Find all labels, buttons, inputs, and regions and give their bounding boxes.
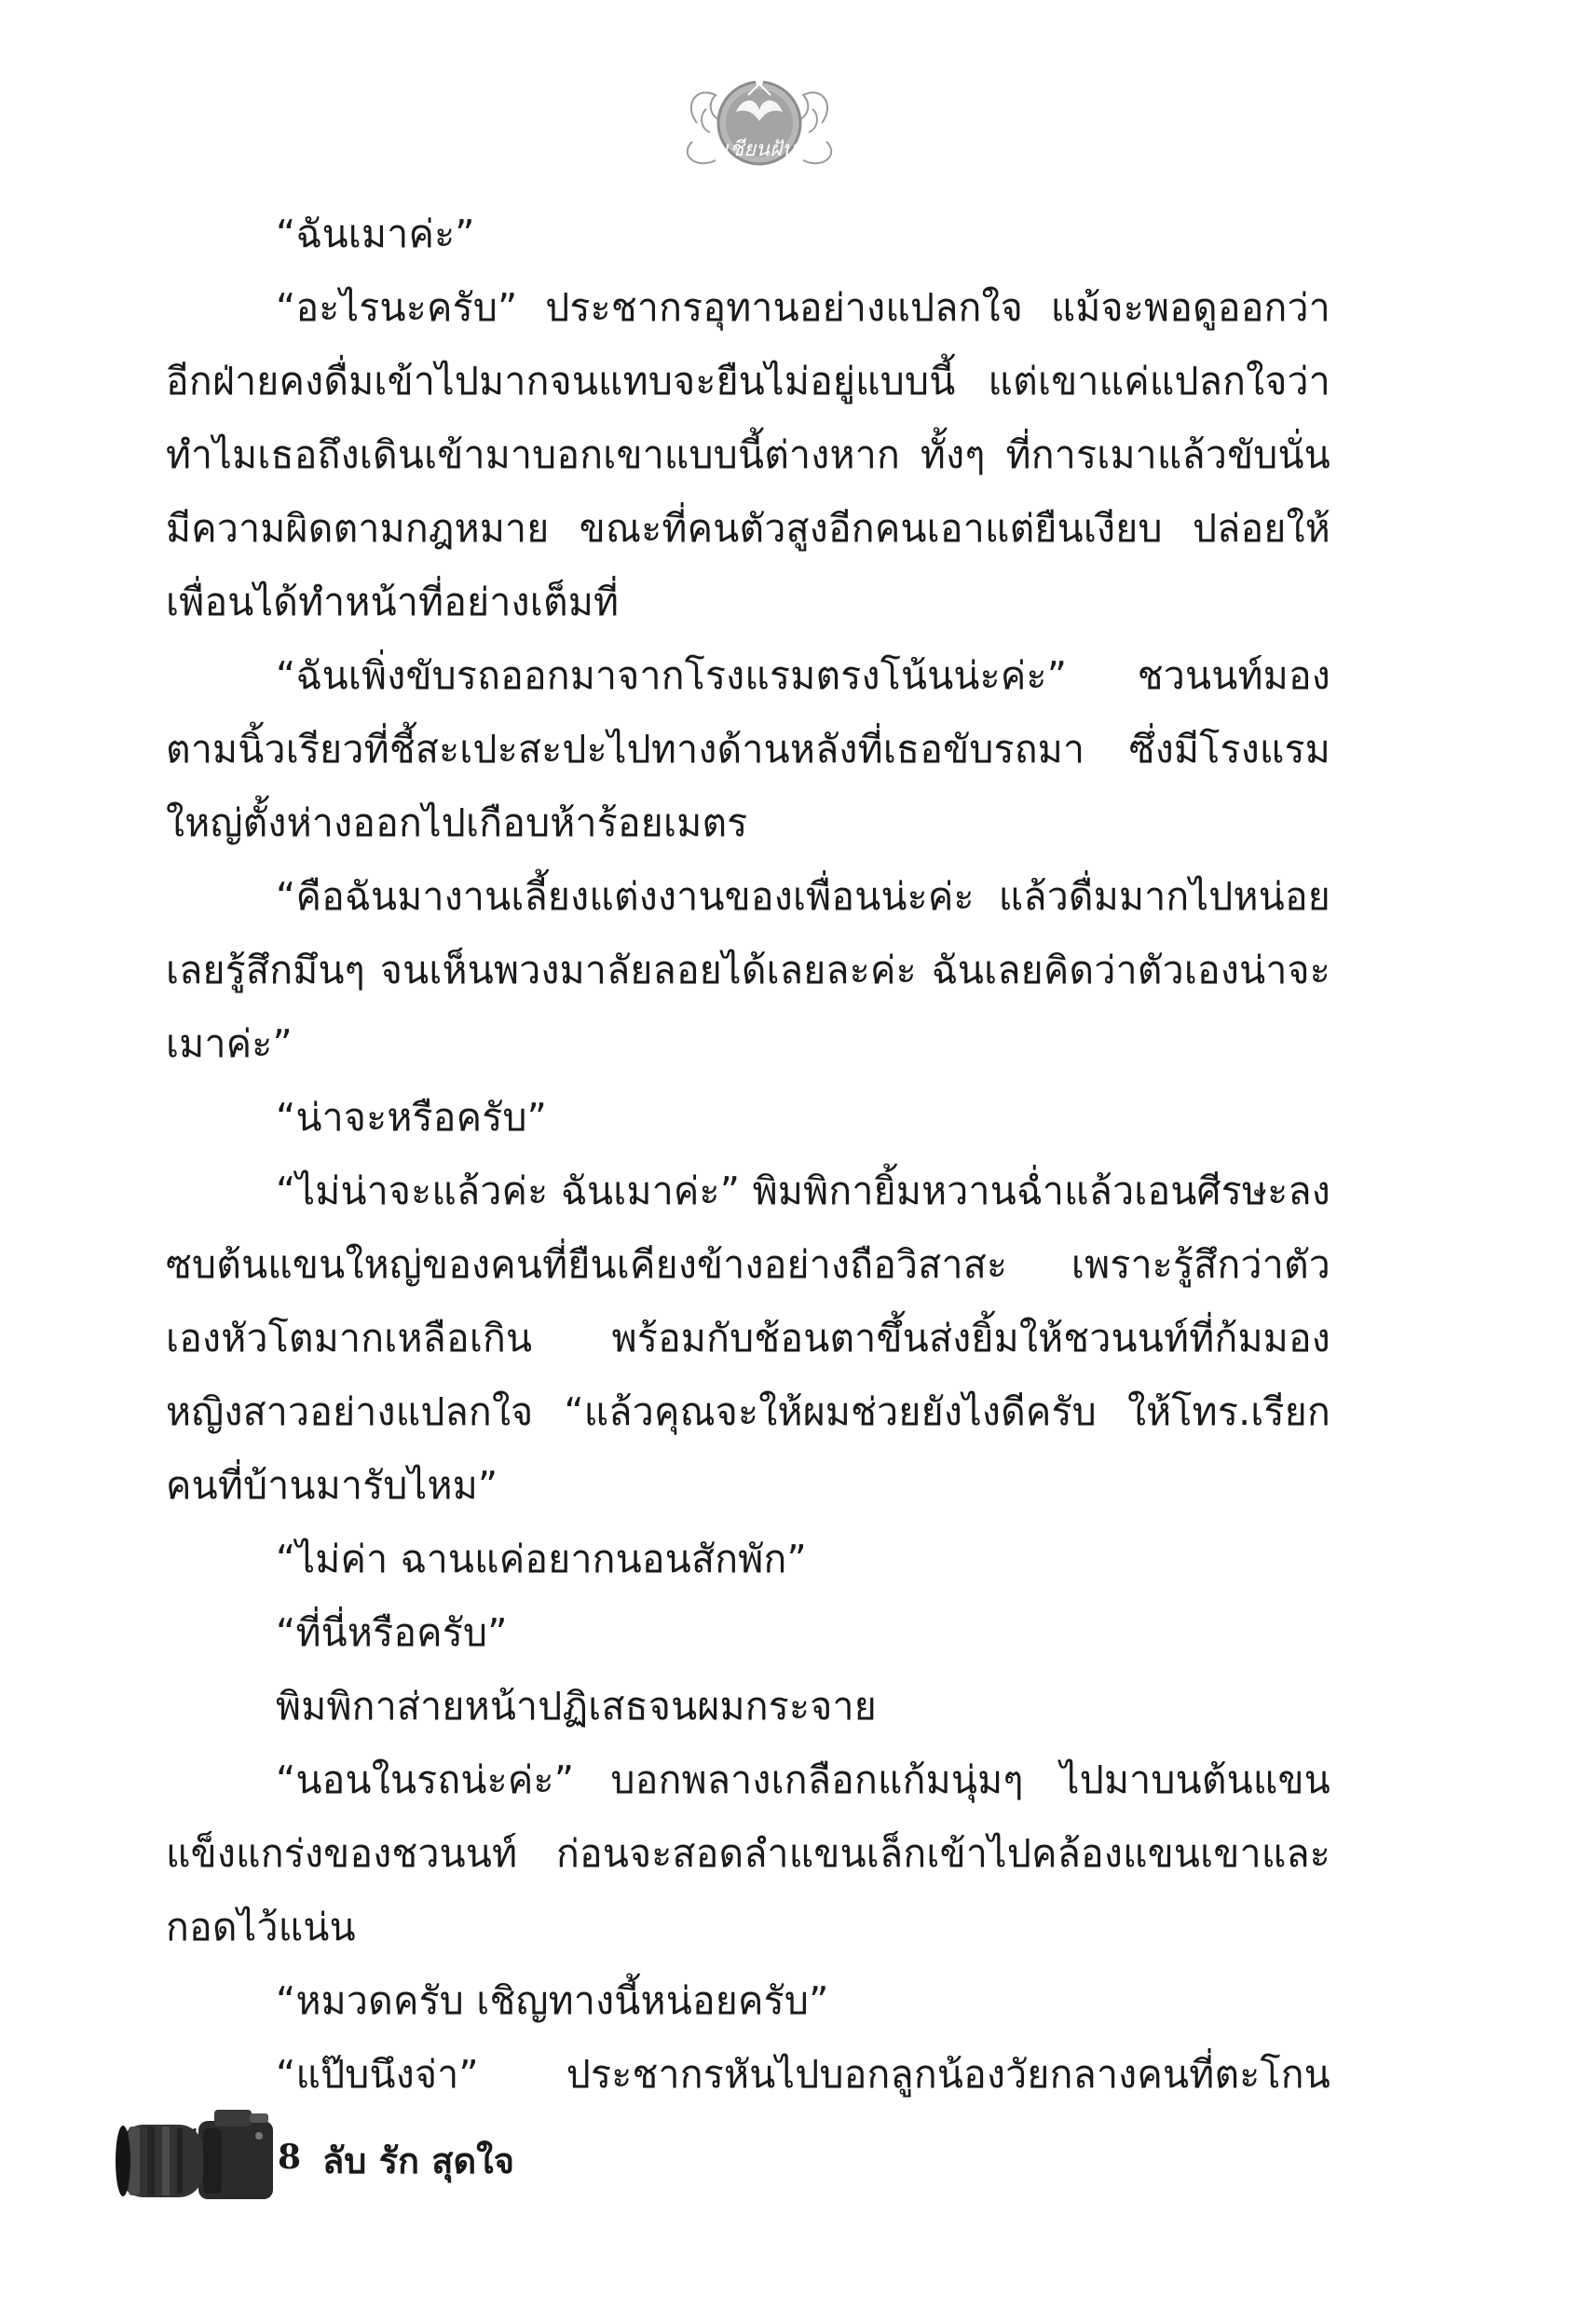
paragraph: “นอนในรถน่ะค่ะ” บอกพลางเกลือกแก้มนุ่มๆ ไปมาบนต้นแขนแข็งแกร่งของชวนนท์ ก่อนจะสอดลำแขนเล็กเข้าไปคล้องแขนเขาและกอดไว้แน่น [166,1757,1330,1949]
paragraph: “น่าจะหรือครับ” [276,1095,548,1140]
page-body [166,198,1330,2185]
paragraph: “ไม่ค่า ฉานแค่อยากนอนสักพัก” [276,1537,807,1581]
paragraph: “ที่นี่หรือครับ” [276,1610,508,1655]
logo-text: เชียนฝัน [722,138,797,161]
page-number: 8 [278,2138,302,2177]
paragraph: “ฉันเพิ่งขับรถออกมาจากโรงแรมตรงโน้นน่ะค่ะ” ชวนนท์มองตามนิ้วเรียวที่ชี้สะเปะสะปะไปทางด้านหลังที่เธอขับรถมา ซึ่งมีโรงแรมใหญ่ตั้งห่างออกไปเกือบห้าร้อยเมตร [166,653,1330,845]
header-logo [678,67,840,173]
paragraph: “ฉันเมาค่ะ” [276,212,475,256]
page-footer [110,2104,669,2207]
book-title: ลับ รัก สุดใจ [322,2140,514,2181]
paragraph: “หมวดครับ เชิญทางนี้หน่อยครับ” [276,1978,829,2023]
paragraph: “ไม่น่าจะแล้วค่ะ ฉันเมาค่ะ” พิมพิกายิ้มหวานฉ่ำแล้วเอนศีรษะลงซบต้นแขนใหญ่ของคนที่ยืนเคียงข้างอย่างถือวิสาสะ เพราะรู้สึกว่าตัวเองหัวโตมากเหลือเกิน พร้อมกับช้อนตาขึ้นส่งยิ้มให้ชวนนท์ที่ก้มมองหญิงสาวอย่างแปลกใจ “แล้วคุณจะให้ผมช่วยยังไงดีครับ ให้โทร.เรียกคนที่บ้านมารับไหม” [166,1169,1330,1508]
paragraph: “อะไรนะครับ” ประชากรอุทานอย่างแปลกใจ แม้จะพอดูออกว่าอีกฝ่ายคงดื่มเข้าไปมากจนแทบจะยืนไม่อยู่แบบนี้ แต่เขาแค่แปลกใจว่าทำไมเธอถึงเดินเข้ามาบอกเขาแบบนี้ต่างหาก ทั้งๆ ที่การเมาแล้วขับนั่นมีความผิดตามกฎหมาย ขณะที่คนตัวสูงอีกคนเอาแต่ยืนเงียบ ปล่อยให้เพื่อนได้ทำหน้าที่อย่างเต็มที่ [166,285,1330,624]
paragraph: “แป๊บนึงจ่า” ประชากรหันไปบอกลูกน้องวัยกลางคนที่ตะโกน [276,2052,1330,2097]
paragraph: “คือฉันมางานเลี้ยงแต่งงานของเพื่อนน่ะค่ะ แล้วดื่มมากไปหน่อยเลยรู้สึกมึนๆ จนเห็นพวงมาลัยลอยได้เลยละค่ะ ฉันเลยคิดว่าตัวเองน่าจะเมาค่ะ” [166,874,1330,1066]
camera-icon [110,2104,278,2207]
paragraph: พิมพิกาส่ายหน้าปฏิเสธจนผมกระจาย [276,1684,877,1729]
